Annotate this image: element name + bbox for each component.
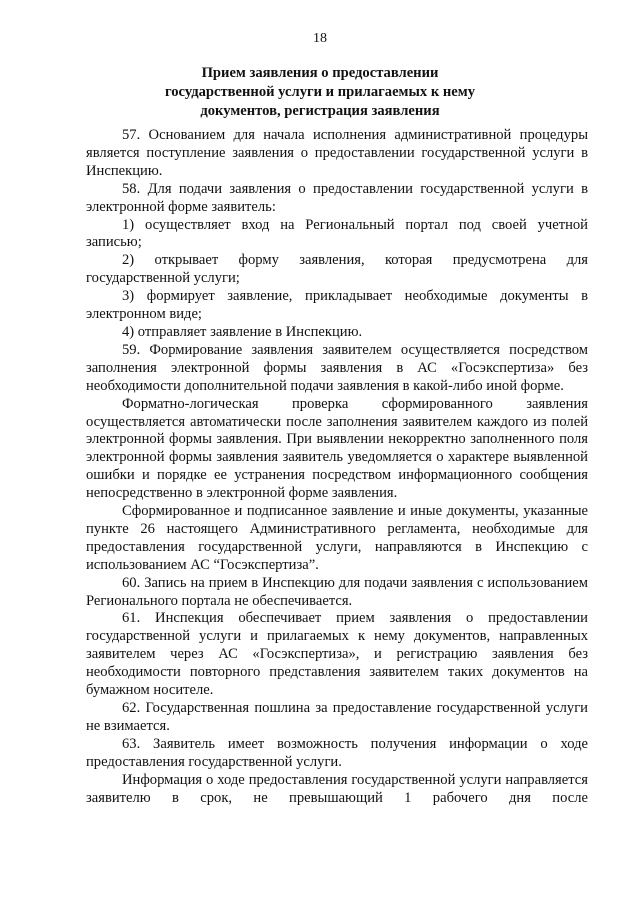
paragraph-63: 63. Заявитель имеет возможность получения информации о ходе предоставления государственной услуги.: [86, 735, 588, 770]
paragraph-progress-info: Информация о ходе предоставления государственной услуги направляется заявителю в срок, не превышающий 1 рабочего дня после: [86, 771, 588, 806]
body-text: [86, 127, 588, 807]
paragraph-format-check: Форматно-логическая проверка сформированного заявления осуществляется автоматически после заполнения заявителем каждого из полей электронной формы заявления. При выявлении некорректно заполненного поля электронной формы заявления заявитель уведомляется о характере выявленной ошибки и порядке ее устранения посредством информационного сообщения непосредственно в электронной форме заявления.: [86, 395, 588, 502]
paragraph-58: 58. Для подачи заявления о предоставлении государственной услуги в электронной форме заявитель:: [86, 180, 588, 215]
section-title-line: государственной услуги и прилагаемых к нему: [164, 84, 476, 100]
list-item-1: 1) осуществляет вход на Региональный портал под своей учетной записью;: [86, 216, 588, 251]
paragraph-59: 59. Формирование заявления заявителем осуществляется посредством заполнения электронной формы заявления в АС «Госэкспертиза» без необходимости дополнительной подачи заявления в какой-либо иной форме.: [86, 341, 588, 394]
list-item-4: 4) отправляет заявление в Инспекцию.: [122, 323, 363, 340]
page-number: 18: [313, 31, 327, 46]
section-title-line: Прием заявления о предоставлении: [201, 65, 439, 81]
paragraph-57: 57. Основанием для начала исполнения административной процедуры является поступление заявления о предоставлении государственной услуги в Инспекцию.: [86, 127, 588, 179]
paragraph-signed-application: Сформированное и подписанное заявление и иные документы, указанные пункте 26 настоящего Административного регламента, необходимые для предоставления государственной услуги, направляются в Инспекцию с использованием АС “Госэкспертиза”.: [86, 503, 588, 573]
paragraph-60: 60. Запись на прием в Инспекцию для подачи заявления с использованием Регионального портала не обеспечивается.: [86, 574, 588, 609]
list-item-2: 2) открывает форму заявления, которая предусмотрена для государственной услуги;: [86, 252, 588, 287]
paragraph-62: 62. Государственная пошлина за предоставление государственной услуги не взимается.: [86, 700, 588, 734]
paragraph-61: 61. Инспекция обеспечивает прием заявления о предоставлении государственной услуги и прилагаемых к нему документов, направленных заявителем через АС «Госэкспертиза», и регистрацию заявления без необходимости повторного представления заявителем таких документов на бумажном носителе.: [86, 610, 588, 699]
list-item-3: 3) формирует заявление, прикладывает необходимые документы в электронном виде;: [86, 288, 588, 323]
section-title-line: документов, регистрация заявления: [200, 103, 440, 119]
section-title: [120, 64, 520, 121]
